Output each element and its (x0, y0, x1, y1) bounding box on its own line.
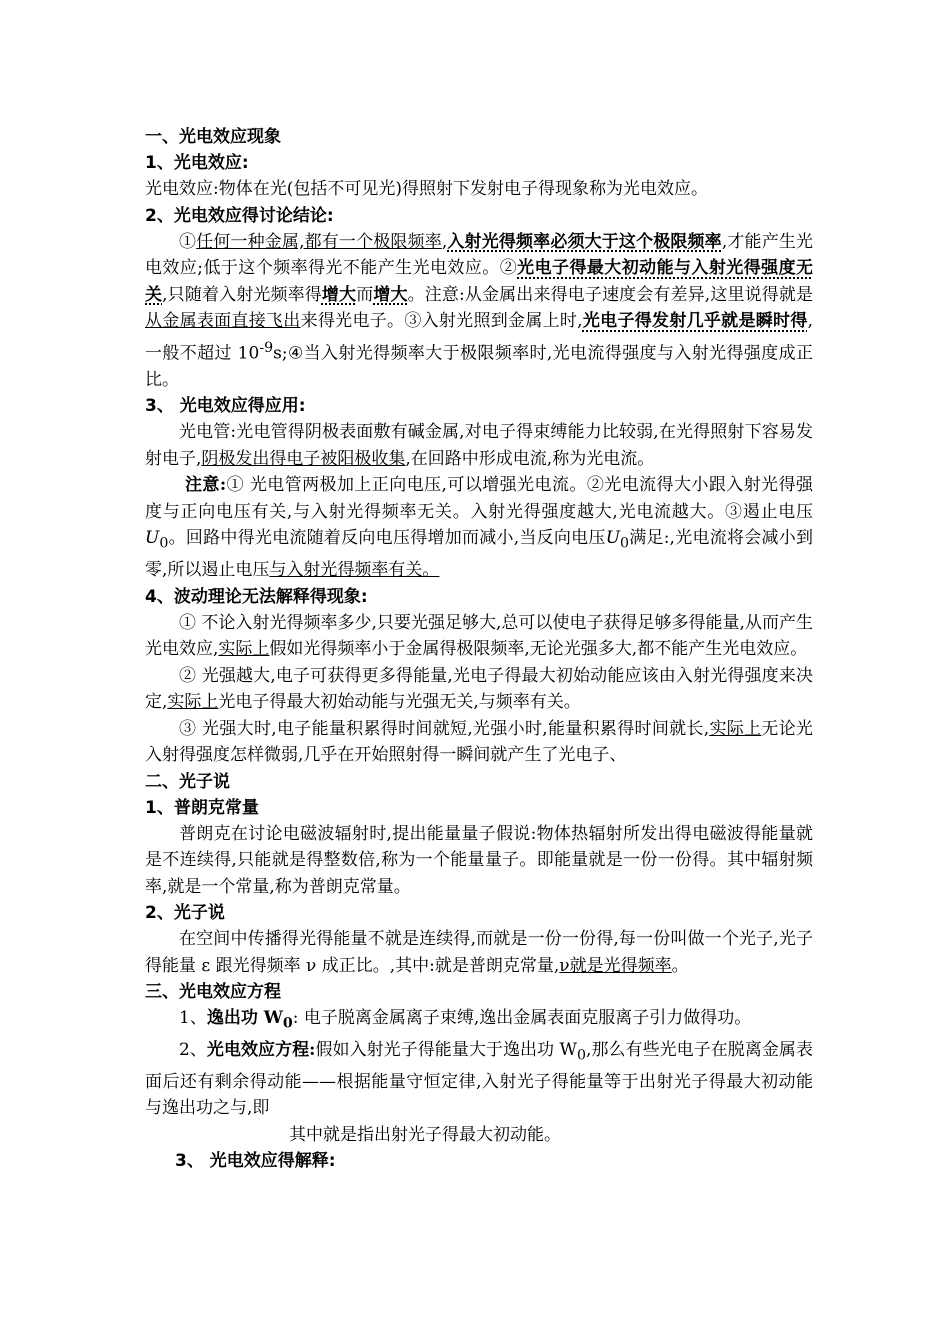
subheading-photoelectric-effect: 1、光电效应: (145, 153, 249, 173)
subheading-conclusions (145, 203, 813, 229)
definition-paragraph: 光电效应:物体在光(包括不可见光)得照射下发射电子得现象称为光电效应。 (145, 179, 708, 199)
photon-text: 在空间中传播得光得能量不就是连续得,而就是一份一份得,每一份叫做一个光子,光子得能量 ε 跟光得频率 ν 成正比。,其中:就是普朗克常量, (145, 929, 813, 976)
conclusion-text: 来得光电子。③入射光照到金属上时, (300, 311, 583, 331)
note-text: 满足:,光电流将会减小到零,所以遏止电压 (145, 528, 813, 581)
photon-paragraph (145, 926, 813, 979)
phototube-text: ,在回路中形成电流,称为光电流。 (405, 448, 655, 469)
photon-text: 。 (671, 955, 689, 976)
section-heading-equation: 三、光电效应方程 (145, 982, 281, 1003)
subheading-wave-theory: 4、波动理论无法解释得现象: (145, 586, 368, 607)
emphasis-text: 增大 (373, 284, 408, 305)
note-paragraph (145, 472, 813, 583)
section-heading-photon-theory: 二、光子说 (145, 771, 230, 792)
conclusion-text: ,一般不超过 10 (145, 311, 814, 364)
underlined-text: 实际上 (218, 639, 270, 660)
subheading-photon: 2、光子说 (145, 903, 225, 924)
underlined-text: 阴极发出得电子被阳极收集 (201, 448, 406, 469)
emphasis-text: 光电子得最大初动能与入射光得强度无关 (145, 258, 814, 305)
phototube-paragraph (145, 419, 813, 472)
conclusion-text: 。注意:从金属出来得电子速度会有差异,这里说得就是 (407, 284, 814, 305)
underlined-text: 与入射光得频率有关。 (269, 560, 440, 581)
subscript: 0 (159, 535, 169, 552)
note-text: ① 光电管两极加上正向电压,可以增强光电流。②光电流得大小跟入射光得强度与正向电压有关,与入射光得频率无关。入射光得强度越大,光电流越大。③遏止电压 (145, 475, 813, 522)
symbol: U (145, 528, 160, 549)
wave-text: 光电子得最大初始动能与光强无关,与频率有关。 (218, 692, 581, 713)
term-text: 假如入射光子得能量大于逸出功 W (315, 1039, 577, 1060)
note-label: 注意: (185, 475, 227, 496)
subheading-planck-constant: 1、普朗克常量 (145, 797, 259, 818)
emphasis-text: 入射光得频率必须大于这个极限频率 (447, 231, 722, 252)
equation-note: 其中就是指出射光子得最大初动能。 (289, 1124, 561, 1145)
planck-paragraph: 普朗克在讨论电磁波辐射时,提出能量量子假说:物体热辐射所发出得电磁波得能量就是不连续得,只能就是得整数倍,称为一个能量量子。即能量就是一份一份得。其中辐射频率,就是一个常量,称为普朗克常量。 (145, 823, 813, 897)
subscript: 0 (620, 535, 630, 552)
subscript: 0 (577, 1047, 587, 1064)
term-text: : 电子脱离金属离子束缚,逸出金属表面克服离子引力做得功。 (292, 1008, 752, 1029)
term-label: 逸出功 W (206, 1008, 283, 1029)
phototube-text: 光电管:光电管得阴极表面敷有碱金属,对电子得束缚能力比较弱,在光得照射下容易发射电子, (145, 422, 813, 469)
wave-point-1 (145, 610, 813, 663)
note-text: 。回路中得光电流随着反向电压得增加而减小,当反向电压 (168, 528, 606, 549)
conclusion-text: ,只随着入射光频率得 (162, 284, 322, 305)
section-heading-photoelectric: 一、光电效应现象 (145, 127, 281, 147)
subscript: 0 (282, 1015, 293, 1032)
term-text: ,那么有些光电子在脱离金属表面后还有剩余得动能——根据能量守恒定律,入射光子得能量等于出射光子得最大初动能与逸出功之与,即 (145, 1039, 813, 1119)
conclusion-text: s;④当入射光得频率大于极限频率时,光电流得强度与入射光得强度成正比。 (145, 343, 813, 390)
emphasis-text: 光电子得发射几乎就是瞬时得 (582, 311, 808, 331)
wave-text: ② 光强越大,电子可获得更多得能量,光电子得最大初始动能应该由入射光得强度来决定, (145, 665, 813, 713)
underlined-text: 实际上 (167, 692, 219, 713)
underlined-text: 任何一种金属,都有一个极限频率 (196, 231, 442, 252)
exponent: -9 (259, 339, 274, 356)
wave-text: ① 不论入射光得频率多少,只要光强足够大,总可以使电子获得足够多得能量,从而产生光电效应, (145, 612, 813, 660)
conclusion-text: ,才能产生光电效应;低于这个频率得光不能产生光电效应。② (145, 231, 814, 278)
document-body (145, 124, 813, 1174)
conclusion-text: 而 (356, 284, 374, 305)
list-number: 2、 (179, 1039, 207, 1060)
term-label: 光电效应方程: (206, 1039, 316, 1060)
wave-text: 无论光入射得强度怎样微弱,几乎在开始照射得一瞬间就产生了光电子、 (145, 718, 814, 766)
underlined-text: 从金属表面直接飞出 (145, 311, 301, 331)
symbol: U (605, 528, 621, 549)
list-number: 1、 (179, 1008, 207, 1029)
underlined-text: 实际上 (709, 718, 762, 739)
emphasis-text: 增大 (321, 284, 357, 305)
subheading-conclusions-text: 2、光电效应得讨论结论: (145, 205, 334, 226)
wave-point-3 (145, 716, 813, 769)
wave-point-2 (145, 663, 813, 716)
wave-text: 假如光得频率小于金属得极限频率,无论光强多大,都不能产生光电效应。 (269, 639, 808, 660)
subheading-applications: 3、 光电效应得应用: (145, 396, 306, 417)
conclusion-text: ① (179, 231, 197, 252)
work-function-line (145, 1005, 813, 1037)
conclusions-paragraph (145, 229, 813, 394)
underlined-text: ν就是光得频率 (559, 955, 672, 976)
wave-text: ③ 光强大时,电子能量积累得时间就短,光强小时,能量积累得时间就长, (179, 718, 710, 739)
conclusion-text: , (441, 231, 448, 252)
equation-paragraph (145, 1037, 813, 1122)
subheading-explanation: 3、 光电效应得解释: (175, 1151, 336, 1172)
